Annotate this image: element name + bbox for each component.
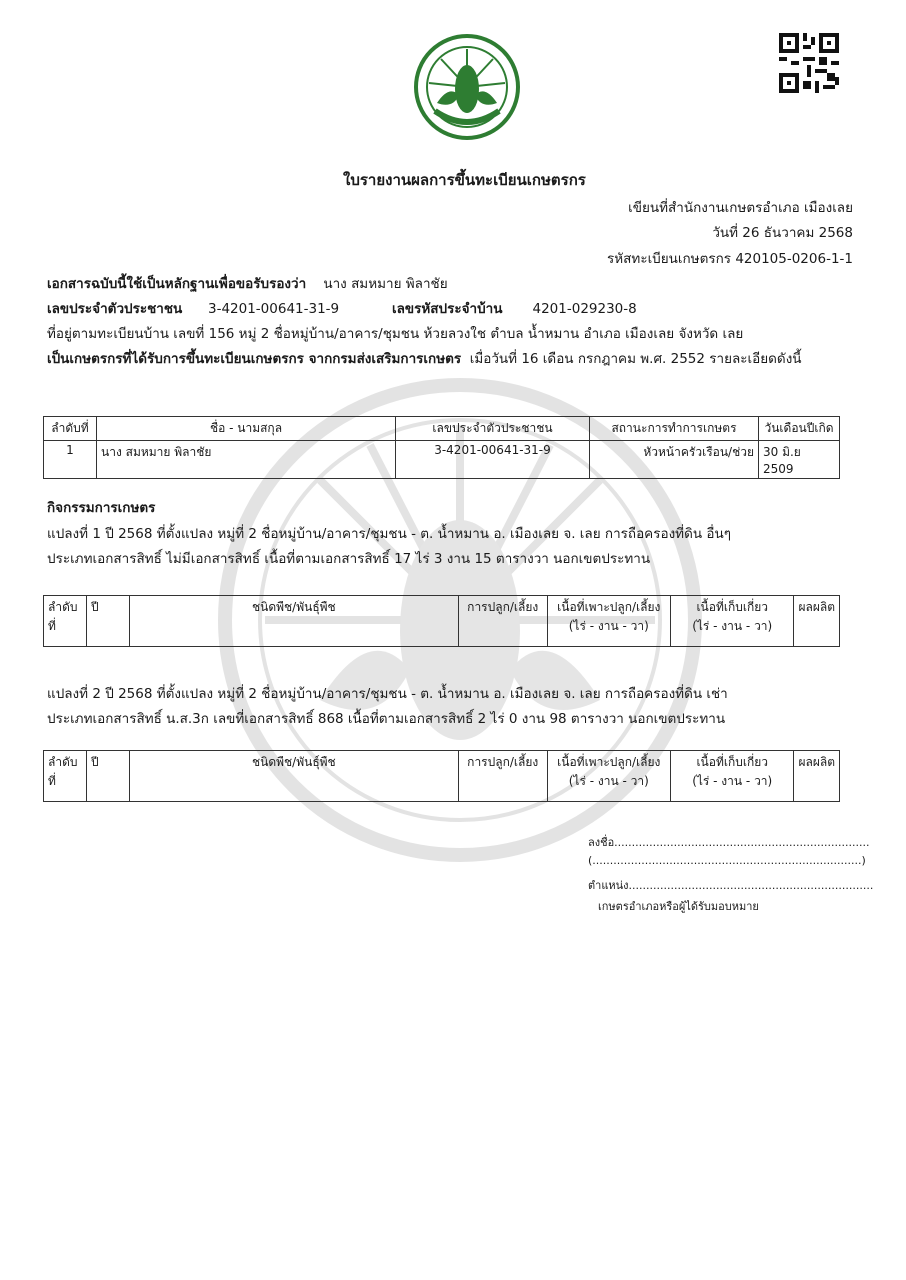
table-header-row: [44, 751, 840, 802]
column-header: [547, 751, 670, 802]
document-title: ใบรายงานผลการขึ้นทะเบียนเกษตรกร: [343, 171, 586, 189]
address-line: ที่อยู่ตามทะเบียนบ้าน เลขที่ 156 หมู่ 2 ชื่อหมู่บ้าน/อาคาร/ชุมชน ห้วยลวงใช ตำบล น้ำหมาน อำเภอ เมืองเลย จังหวัด เลย: [47, 326, 744, 342]
plot-1-crop-table: [43, 595, 840, 647]
signature-position: ตำแหน่ง......................................................................: [588, 879, 874, 892]
signature-line: ลงชื่อ.........................................................................: [588, 836, 870, 849]
column-header: ชนิดพืช/พันธุ์พืช: [129, 751, 458, 802]
table-header-row: [44, 596, 840, 647]
column-header: ชื่อ - นามสกุล: [97, 417, 396, 441]
header-line: (ไร่ - งาน - วา): [692, 619, 773, 633]
document-date: วันที่ 26 ธันวาคม 2568: [712, 225, 853, 241]
certification-line: [47, 272, 448, 294]
plot-2-document: ประเภทเอกสารสิทธิ์ น.ส.3ก เลขที่เอกสารสิทธิ์ 868 เนื้อที่ตามเอกสารสิทธิ์ 2 ไร่ 0 งาน 98 ตารางวา นอกเขตประทาน: [47, 711, 726, 727]
header-line: เนื้อที่เก็บเกี่ยว: [696, 600, 768, 614]
header-line: เนื้อที่เพาะปลูก/เลี้ยง: [557, 600, 661, 614]
column-header: ปี: [86, 751, 129, 802]
column-header: ผลผลิต: [794, 751, 840, 802]
table-row: [44, 441, 840, 479]
plot-2-description: แปลงที่ 2 ปี 2568 ที่ตั้งแปลง หมู่ที่ 2 ชื่อหมู่บ้าน/อาคาร/ชุมชน - ต. น้ำหมาน อ. เมืองเลย จ. เลย การถือครองที่ดิน เช่า: [47, 686, 728, 702]
house-code-line: [392, 297, 637, 319]
citizen-id-label: เลขประจำตัวประชาชน: [47, 301, 183, 317]
column-header: [670, 751, 793, 802]
member-birthdate: 30 มิ.ย 2509: [759, 441, 840, 479]
certified-person-name: นาง สมหมาย พิลาชัย: [323, 276, 448, 292]
plot-2-crop-table: [43, 750, 840, 802]
column-header: สถานะการทำการเกษตร: [590, 417, 759, 441]
header-line: (ไร่ - งาน - วา): [692, 774, 773, 788]
column-header: เลขประจำตัวประชาชน: [396, 417, 590, 441]
citizen-id-value: 3-4201-00641-31-9: [207, 301, 340, 317]
farmer-registration-code: รหัสทะเบียนเกษตรกร 420105-0206-1-1: [607, 251, 853, 267]
member-name: นาง สมหมาย พิลาชัย: [97, 441, 396, 479]
header-line: (ไร่ - งาน - วา): [568, 774, 649, 788]
member-status: หัวหน้าครัวเรือน/ช่วย: [590, 441, 759, 479]
column-header: ปี: [86, 596, 129, 647]
registration-date: เมื่อวันที่ 16 เดือน กรกฎาคม พ.ศ. 2552 รายละเอียดดังนี้: [469, 351, 802, 367]
qr-code-icon: [779, 33, 839, 93]
column-header: ลำดับที่: [44, 751, 87, 802]
column-header: ลำดับที่: [44, 417, 97, 441]
registration-label: เป็นเกษตรกรที่ได้รับการขึ้นทะเบียนเกษตรกร จากกรมส่งเสริมการเกษตร: [47, 351, 462, 367]
activities-heading: กิจกรรมการเกษตร: [47, 500, 156, 516]
certification-label: เอกสารฉบับนี้ใช้เป็นหลักฐานเพื่อขอรับรองว่า: [47, 276, 307, 292]
house-code-label: เลขรหัสประจำบ้าน: [392, 301, 503, 317]
column-header: [547, 596, 670, 647]
plot-1-description: แปลงที่ 1 ปี 2568 ที่ตั้งแปลง หมู่ที่ 2 ชื่อหมู่บ้าน/อาคาร/ชุมชน - ต. น้ำหมาน อ. เมืองเลย จ. เลย การถือครองที่ดิน อื่นๆ: [47, 526, 731, 542]
column-header: ผลผลิต: [794, 596, 840, 647]
signature-name-parentheses: (.............................................................................): [588, 854, 866, 867]
member-number: 1: [44, 441, 97, 479]
column-header: ลำดับที่: [44, 596, 87, 647]
header-line: (ไร่ - งาน - วา): [568, 619, 649, 633]
plot-1-document: ประเภทเอกสารสิทธิ์ ไม่มีเอกสารสิทธิ์ เนื้อที่ตามเอกสารสิทธิ์ 17 ไร่ 3 งาน 15 ตารางวา นอกเขตประทาน: [47, 551, 651, 567]
department-seal-logo: [413, 33, 521, 141]
signature-role: เกษตรอำเภอหรือผู้ได้รับมอบหมาย: [598, 900, 759, 913]
house-code-value: 4201-029230-8: [532, 301, 637, 317]
column-header: ชนิดพืช/พันธุ์พืช: [129, 596, 458, 647]
column-header: การปลูก/เลี้ยง: [458, 596, 547, 647]
header-line: เนื้อที่เก็บเกี่ยว: [696, 755, 768, 769]
column-header: การปลูก/เลี้ยง: [458, 751, 547, 802]
written-at: เขียนที่สำนักงานเกษตรอำเภอ เมืองเลย: [628, 200, 853, 216]
household-members-table: [43, 416, 840, 479]
member-citizen-id: 3-4201-00641-31-9: [396, 441, 590, 479]
registration-line: [47, 347, 802, 369]
column-header: [670, 596, 793, 647]
table-header-row: [44, 417, 840, 441]
column-header: วันเดือนปีเกิด: [759, 417, 840, 441]
header-line: เนื้อที่เพาะปลูก/เลี้ยง: [557, 755, 661, 769]
id-line: [47, 297, 339, 319]
